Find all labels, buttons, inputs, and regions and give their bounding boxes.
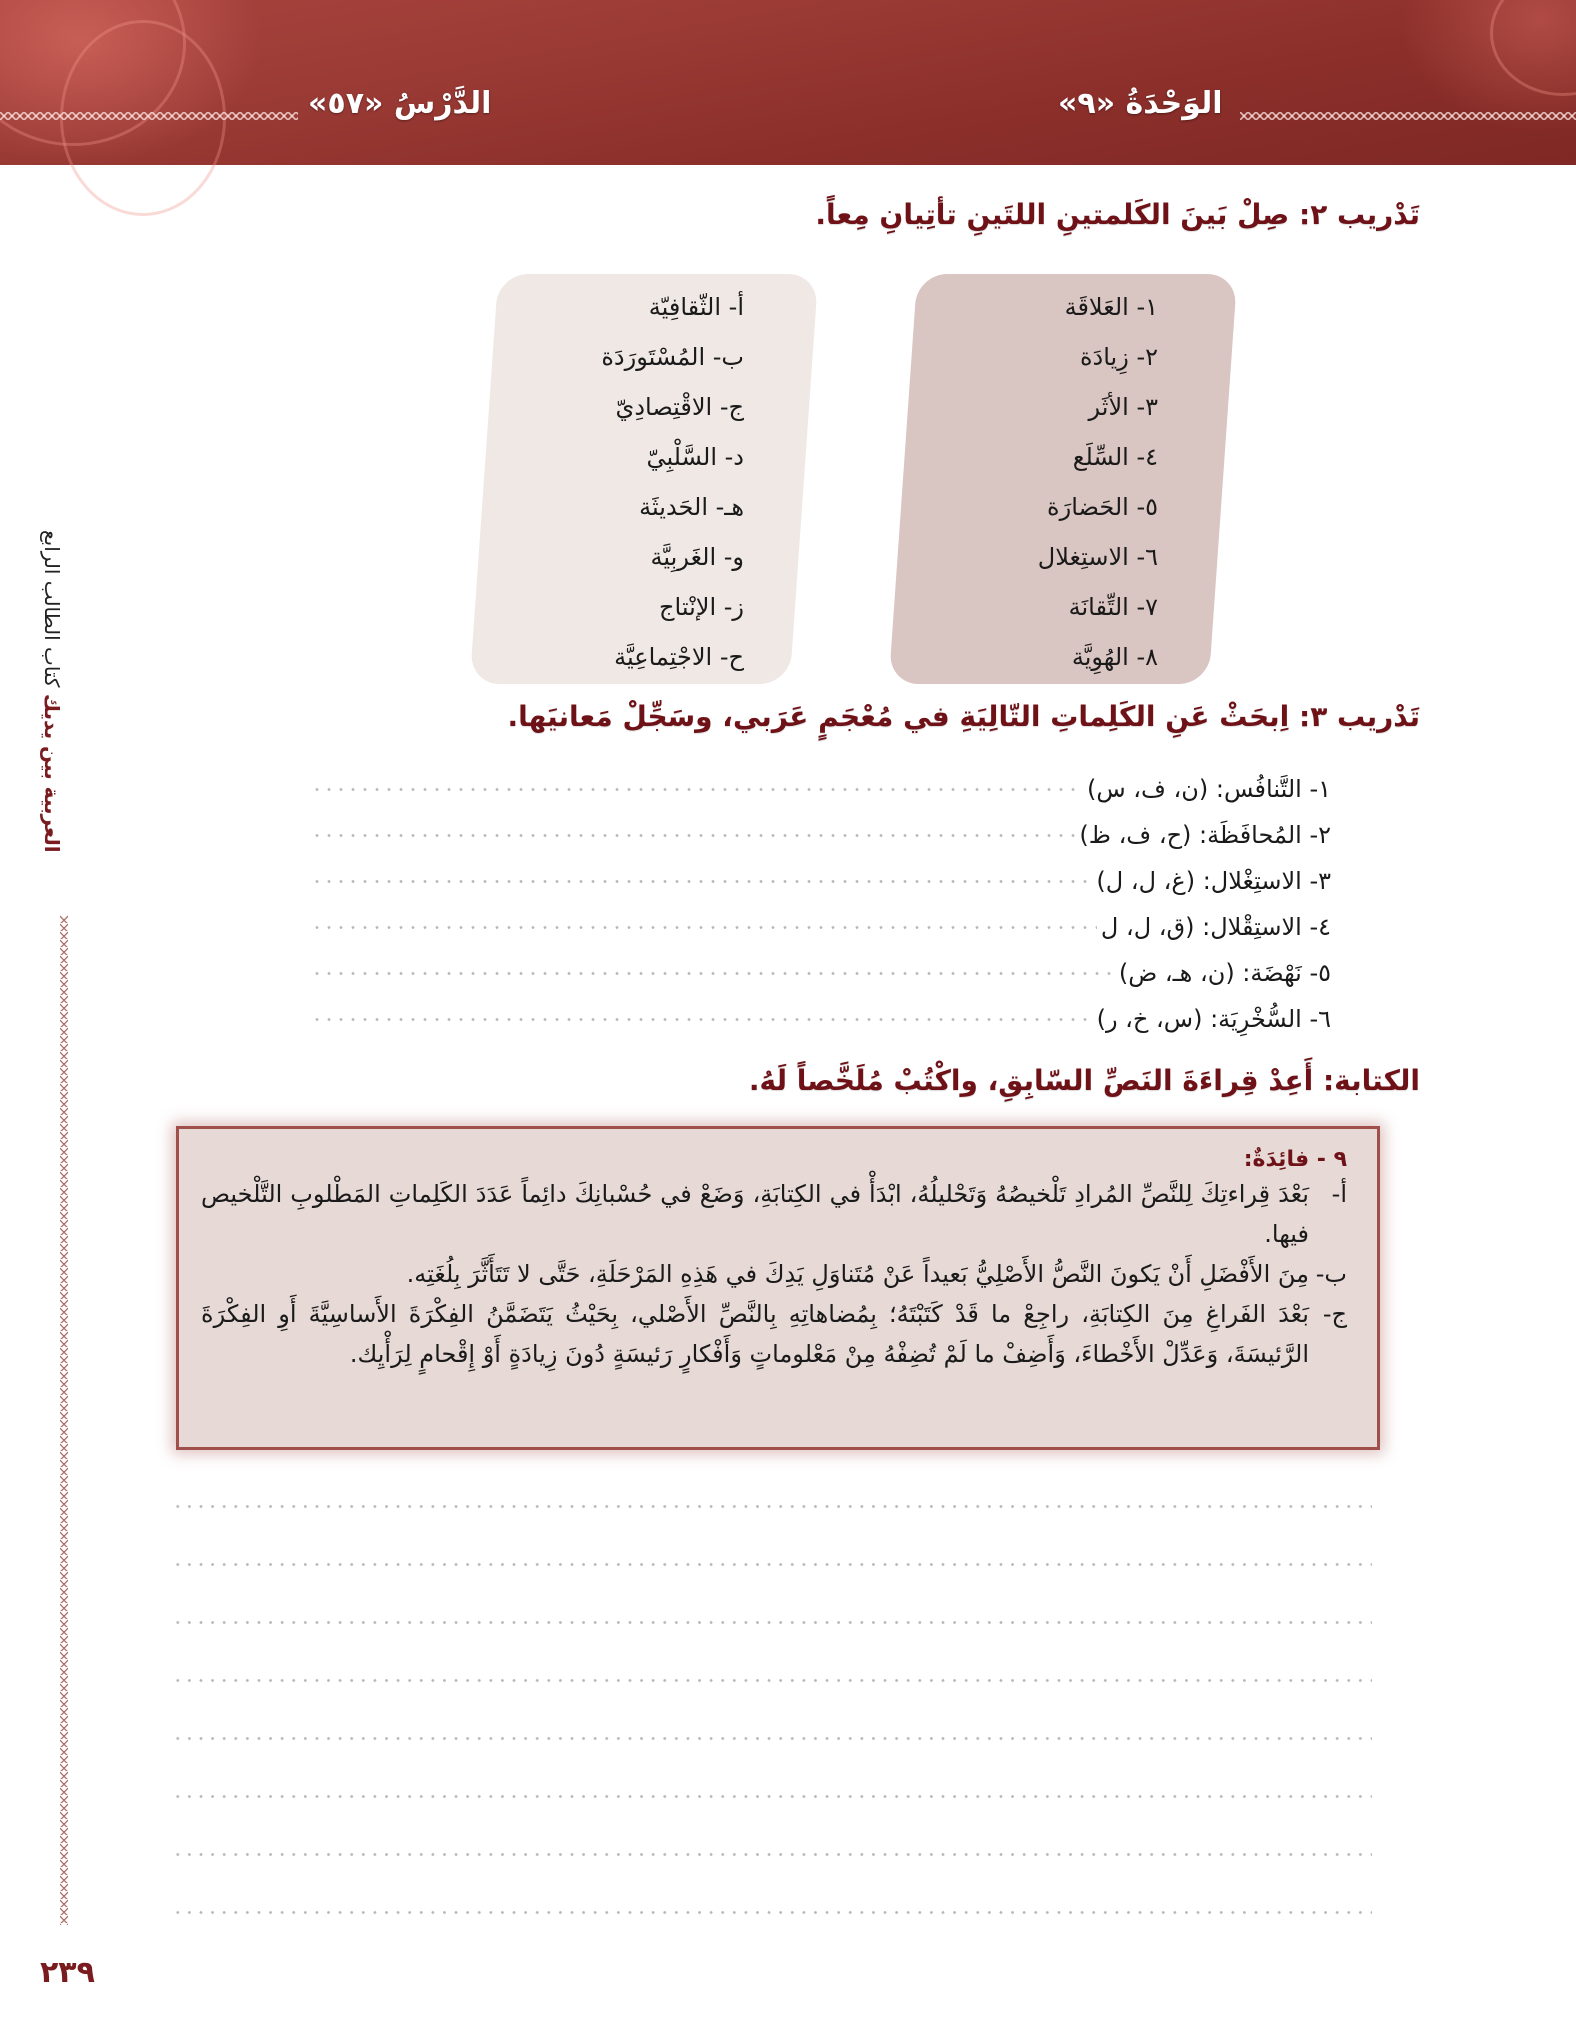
writing-line[interactable] [172,1679,1372,1682]
match-item[interactable]: د- السَّلْبِيّ [646,443,744,471]
header-ornament-rule-right [1240,112,1576,120]
writing-line[interactable] [172,1563,1372,1566]
unit-label: الوَحْدَةُ «٩» [1058,86,1223,121]
dictionary-word: ١- التَّنافُس: (ن، ف، س) [1086,775,1331,803]
page-number: ٢٣٩ [40,1955,95,1990]
answer-line[interactable] [311,926,1097,929]
writing-title: الكتابة: أَعِدْ قِراءَةَ النَصِّ السّابِقِ، واكْتُبْ مُلَخَّصاً لَهُ. [748,1064,1420,1097]
tip-item [201,1174,1347,1254]
sidebar-title [40,480,64,853]
match-item[interactable]: ز- الإنْتاج [659,593,744,621]
exercise2-title: تَدْريب ٢: صِلْ بَينَ الكَلمتينِ اللتَينِ تأتِيانِ مِعاً. [815,198,1420,231]
dictionary-word: ٣- الاستِغْلال: (غ، ل، ل) [1096,867,1331,895]
tip-item [201,1254,1347,1294]
answer-line[interactable] [311,788,1083,791]
match-item[interactable]: ٢- زِيادَة [1079,343,1158,371]
dictionary-word: ٥- نَهْضَة: (ن، هـ، ض) [1118,959,1331,987]
dictionary-item [311,996,1331,1042]
dictionary-word: ٤- الاستِقْلال: (ق، ل، ل [1100,913,1331,941]
answer-line[interactable] [311,1018,1093,1021]
match-column-b [601,282,744,682]
lesson-label: الدَّرْسُ «٥٧» [308,86,492,121]
match-item[interactable]: ٣- الأثَر [1088,393,1158,421]
match-item[interactable]: ٥- الحَضارَة [1047,493,1158,521]
match-item[interactable]: ٨- الهُوِيَّة [1071,643,1158,671]
header-ornament-rule-left [0,112,298,120]
series-title: العربية بين يديك [40,693,64,853]
answer-line[interactable] [311,834,1075,837]
match-item[interactable]: ب- المُسْتَورَدَة [601,343,744,371]
tip-item-label: أ- [1331,1180,1347,1208]
tip-item-label: ج- [1322,1300,1347,1328]
match-item[interactable]: ١- العَلاقَة [1064,293,1158,321]
exercise3-title: تَدْريب ٣: اِبحَثْ عَنِ الكَلِماتِ التّالِيَةِ في مُعْجَمٍ عَرَبي، وسَجِّلْ مَعانيَها. [507,700,1420,733]
dictionary-word: ٢- المُحافَظَة: (ح، ف، ظ) [1079,821,1331,849]
match-item[interactable]: ٤- السِّلَع [1072,443,1158,471]
match-item[interactable]: ٧- التِّقانَة [1068,593,1158,621]
match-item[interactable]: هـ- الحَديثَة [639,493,744,521]
dictionary-list [311,766,1331,1042]
answer-line[interactable] [311,880,1092,883]
tip-item-text: بَعْدَ الفَراغِ مِنَ الكِتابَةِ، راجِعْ ما قَدْ كَتَبْتَهُ؛ بِمُضاهاتِهِ بِالنَّصِّ الأَصْلي، بِحَيْثُ يَتَضَمَّنُ الفِكْرَةَ الأَساسِيَّةَ أَوِ الفِكْرَةَ الرَّئيسَةَ، وَعَدِّلْ الأَخْطاءَ، وَأَضِفْ ما لَمْ تُضِفْهُ مِنْ مَعْلوماتٍ وَأَفْكارٍ رَئيسَةٍ دُونَ زِيادَةٍ أَوْ إِقْحامٍ لِرَأْيِك. [201,1300,1309,1368]
writing-line[interactable] [172,1911,1372,1914]
tip-item-label: ب- [1315,1260,1347,1288]
tip-item-text: بَعْدَ قِراءتِكَ لِلنَّصِّ المُرادِ تَلْخيصُهُ وَتَحْليلُهُ، ابْدَأْ في الكِتابَةِ، وَضَعْ في حُسْبانِكَ دائِماً عَدَدَ الكَلِماتِ المَطْلوبِ التَّلْخيص فيها. [201,1180,1309,1248]
match-item[interactable]: و- الغَربِيَّة [650,543,744,571]
decorative-swirl [1490,0,1576,96]
summary-writing-lines [172,1505,1372,1969]
writing-line[interactable] [172,1795,1372,1798]
tip-box [176,1126,1380,1450]
dictionary-item [311,812,1331,858]
dictionary-word: ٦- السُّخْرِيَة: (س، خ، ر) [1096,1005,1331,1033]
sidebar-ornament-chain [60,915,68,1925]
dictionary-item [311,858,1331,904]
match-column-a [1038,282,1158,682]
dictionary-item [311,950,1331,996]
dictionary-item [311,904,1331,950]
writing-line[interactable] [172,1621,1372,1624]
writing-line[interactable] [172,1505,1372,1508]
match-item[interactable]: ح- الاجْتِماعِيَّة [614,643,744,671]
match-item[interactable]: ٦- الاستِغلال [1037,543,1158,571]
dictionary-item [311,766,1331,812]
tip-item-text: مِنَ الأَفْضَلِ أَنْ يَكونَ النَّصُّ الأَصْلِيُّ بَعيداً عَنْ مُتَناوَلِ يَدِكَ في هَذِهِ المَرْحَلَةِ، حَتَّى لا تَتَأَثَّرَ بِلُغَتِه. [406,1260,1309,1288]
book-title: كتاب الطالب الرابع [40,530,64,688]
tip-title: ٩ - فائِدَةٌ: [1243,1147,1347,1172]
match-item[interactable]: أ- الثّقافِيّة [648,293,744,321]
writing-line[interactable] [172,1737,1372,1740]
writing-line[interactable] [172,1853,1372,1856]
answer-line[interactable] [311,972,1115,975]
page-banner [0,0,1576,165]
tip-item [201,1294,1347,1374]
match-item[interactable]: ج- الاقْتِصادِيّ [615,393,744,421]
